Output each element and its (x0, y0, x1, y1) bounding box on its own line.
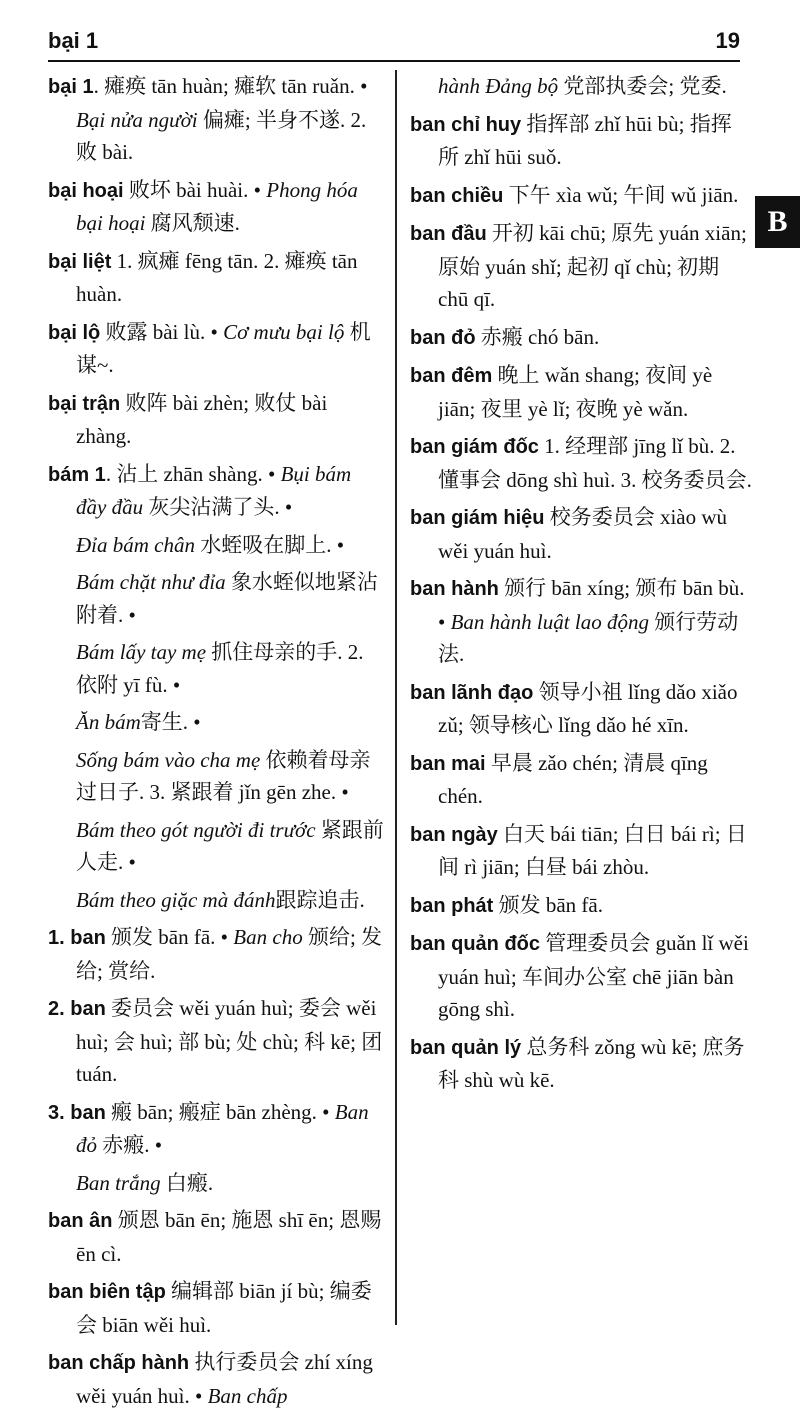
guide-word: bại 1 (48, 28, 99, 53)
left-column (48, 70, 386, 1417)
entry-continuation (48, 529, 386, 562)
entry-continuation (410, 70, 752, 103)
example-phrase: Đỉa bám chân (76, 532, 195, 557)
entry-continuation (48, 706, 386, 739)
example-phrase: Bám theo gót người đi trước (76, 817, 316, 842)
example-phrase: Ban trắng (76, 1170, 161, 1195)
entry-translation: 颁给; 发给; 赏给. (76, 925, 383, 983)
example-phrase: Ban hành luật lao động (450, 609, 649, 634)
entry-definition: 总务科 zǒng wù kē; 庶务科 shù wù kē. (438, 1034, 745, 1092)
dictionary-entry (410, 676, 752, 742)
headword: bại trận (48, 392, 121, 415)
entry-translation: 偏瘫; 半身不遂. 2. 败 bài. (76, 107, 367, 164)
example-phrase: Ban cho (233, 925, 303, 949)
entry-definition: 败坏 bài huài. • (123, 177, 267, 202)
headword: ban chỉ huy (410, 113, 522, 136)
entry-continuation (48, 744, 386, 809)
entry-translation: 腐风颓速. (145, 211, 240, 235)
entry-definition: 白天 bái tiān; 白日 bái rì; 日间 rì jiān; 白昼 bái zhòu. (438, 821, 747, 879)
dictionary-entry (410, 889, 752, 923)
dictionary-entry (410, 818, 752, 884)
headword: ban đầu (410, 223, 487, 245)
headword: bại 1 (48, 76, 94, 98)
entry-definition: 开初 kāi chū; 原先 yuán xiān; 原始 yuán shǐ; 起初 qǐ chù; 初期 chū qī. (438, 221, 747, 311)
dictionary-entry (48, 174, 386, 240)
headword: 3. ban (48, 1101, 106, 1124)
entry-definition: 赤瘢 chó bān. (475, 324, 600, 349)
page-header (48, 28, 740, 62)
entry-translation: 抓住母亲的手. 2. 依附 yī fù. • (76, 640, 364, 697)
dictionary-entry (48, 1275, 386, 1341)
entry-definition: 1. 经理部 jīng lǐ bù. 2. 懂事会 dōng shì huì. 3. 校务委员会. (438, 434, 752, 492)
dictionary-entry (48, 387, 386, 453)
entry-definition: 瘢 bān; 瘢症 bān zhèng. • (105, 1099, 335, 1124)
headword: ban đêm (410, 365, 493, 387)
example-phrase: Phong hóa bại hoại (76, 177, 358, 235)
example-phrase: Ăn bám (76, 710, 141, 734)
entry-definition: . 沾上 zhān shàng. • (105, 461, 281, 486)
dictionary-entry (410, 501, 752, 567)
entry-translation: 象水蛭似地紧沾附着. • (76, 570, 378, 627)
headword: ban ngày (410, 823, 498, 846)
entry-definition: 指挥部 zhǐ hūi bù; 指挥所 zhǐ hūi suǒ. (438, 111, 732, 169)
headword: bại liệt (48, 250, 112, 273)
entry-continuation (48, 814, 386, 879)
dictionary-entry (410, 108, 752, 174)
headword: ban biên tập (48, 1281, 166, 1303)
entry-definition: 败露 bài lù. • (100, 319, 224, 344)
example-phrase: Bụi bám đầy đầu (76, 461, 352, 519)
headword: bại lộ (48, 321, 101, 344)
headword: ban quản lý (410, 1036, 522, 1059)
example-phrase: Bám theo giặc mà đánh (76, 887, 276, 912)
dictionary-entry (410, 572, 752, 671)
headword: ban chấp hành (48, 1352, 190, 1374)
headword: ban phát (410, 894, 494, 917)
example-phrase: Ban chấp (207, 1383, 288, 1408)
entry-definition: 校务委员会 xiào wù wěi yuán huì. (438, 505, 728, 563)
entry-translation: 机谋~. (76, 319, 371, 377)
headword: 2. ban (48, 998, 106, 1020)
headword: bại hoại (48, 179, 124, 202)
headword: ban chiều (410, 184, 504, 207)
entry-definition: 晚上 wǎn shang; 夜间 yè jiān; 夜里 yè lǐ; 夜晚 yè wǎn. (438, 363, 713, 421)
headword: ban giám đốc (410, 436, 539, 458)
example-phrase: Bám chặt như đỉa (76, 570, 226, 594)
page-number: 19 (715, 28, 740, 53)
dictionary-entry (410, 1031, 752, 1097)
example-phrase: Ban đỏ (76, 1099, 369, 1157)
dictionary-entry (48, 316, 386, 382)
entry-definition: 执行委员会 zhí xíng wěi yuán huì. • (76, 1350, 373, 1408)
entry-definition: 颁发 bān fā. • (105, 925, 234, 949)
headword: bám 1 (48, 463, 106, 486)
entry-translation: 水蛭吸在脚上. • (195, 532, 345, 557)
dictionary-entry (48, 458, 386, 524)
entry-continuation (48, 884, 386, 917)
entry-definition: 1. 疯瘫 fēng tān. 2. 瘫痪 tān huàn. (76, 248, 358, 306)
entry-translation: 依赖着母亲过日子. 3. 紧跟着 jǐn gēn zhe. • (76, 747, 371, 804)
entry-definition: . 瘫痪 tān huàn; 瘫软 tān ruǎn. • (93, 74, 368, 98)
dictionary-entry (48, 245, 386, 311)
dictionary-entry (410, 179, 752, 213)
dictionary-entry (48, 70, 386, 169)
headword: 1. ban (48, 927, 106, 949)
right-column (410, 70, 752, 1102)
headword: ban đỏ (410, 326, 476, 349)
dictionary-entry (48, 1096, 386, 1162)
headword: ban giám hiệu (410, 507, 545, 529)
entry-translation: 白瘢. (160, 1170, 214, 1195)
entry-definition: 领导小祖 lǐng dǎo xiǎo zǔ; 领导核心 lǐng dǎo hé xīn. (438, 679, 738, 737)
dictionary-entry (48, 1204, 386, 1270)
headword: ban quản đốc (410, 933, 540, 955)
entry-translation: 颁行劳动法. (438, 609, 739, 666)
entry-definition: 管理委员会 guǎn lǐ wěi yuán huì; 车间办公室 chē jiān bàn gōng shì. (438, 931, 749, 1021)
entry-continuation (48, 566, 386, 631)
entry-translation: 跟踪追击. (275, 887, 365, 912)
entry-definition: 下午 xìa wǔ; 午间 wǔ jiān. (503, 182, 739, 207)
dictionary-entry (410, 359, 752, 425)
entry-translation: 党部执委会; 党委. (558, 74, 727, 98)
entry-translation: 寄生. • (140, 710, 201, 734)
example-phrase: Sống bám vào cha mẹ (76, 747, 261, 772)
example-phrase: Cơ mưu bại lộ (223, 319, 345, 344)
headword: ban ân (48, 1210, 113, 1232)
entry-translation: 紧跟前人走. • (76, 817, 384, 874)
section-tab: B (755, 196, 800, 248)
headword: ban mai (410, 752, 486, 775)
dictionary-entry (48, 921, 386, 987)
dictionary-entry (410, 430, 752, 496)
dictionary-entry (410, 747, 752, 813)
entry-definition: 颁发 bān fā. (493, 892, 603, 917)
entry-definition: 委员会 wěi yuán huì; 委会 wěi huì; 会 huì; 部 bù; 处 chù; 科 kē; 团 tuán. (76, 996, 383, 1086)
entry-definition: 颁行 bān xíng; 颁布 bān bù. • (438, 576, 745, 634)
entry-translation: 灰尖沾满了头. • (143, 495, 293, 519)
headword: ban lãnh đạo (410, 681, 534, 704)
dictionary-entry (410, 217, 752, 316)
entry-definition: 编辑部 biān jí bù; 编委会 biān wěi huì. (76, 1279, 372, 1337)
entry-definition: 颁恩 bān ēn; 施恩 shī ēn; 恩赐 ēn cì. (76, 1208, 382, 1266)
dictionary-entry (410, 321, 752, 355)
entry-definition: 败阵 bài zhèn; 败仗 bài zhàng. (76, 390, 328, 448)
headword: ban hành (410, 578, 499, 600)
entry-continuation (48, 1167, 386, 1200)
entry-translation: 赤瘢. • (97, 1133, 163, 1157)
entry-definition: 早晨 zǎo chén; 清晨 qīng chén. (438, 750, 708, 808)
example-phrase: hành Đảng bộ (438, 74, 559, 98)
column-divider (395, 70, 397, 1325)
entry-continuation (48, 636, 386, 701)
example-phrase: Bại nửa người (76, 107, 198, 132)
example-phrase: Bám lấy tay mẹ (76, 640, 207, 664)
dictionary-entry (410, 927, 752, 1026)
dictionary-entry (48, 1346, 386, 1412)
dictionary-entry (48, 992, 386, 1091)
